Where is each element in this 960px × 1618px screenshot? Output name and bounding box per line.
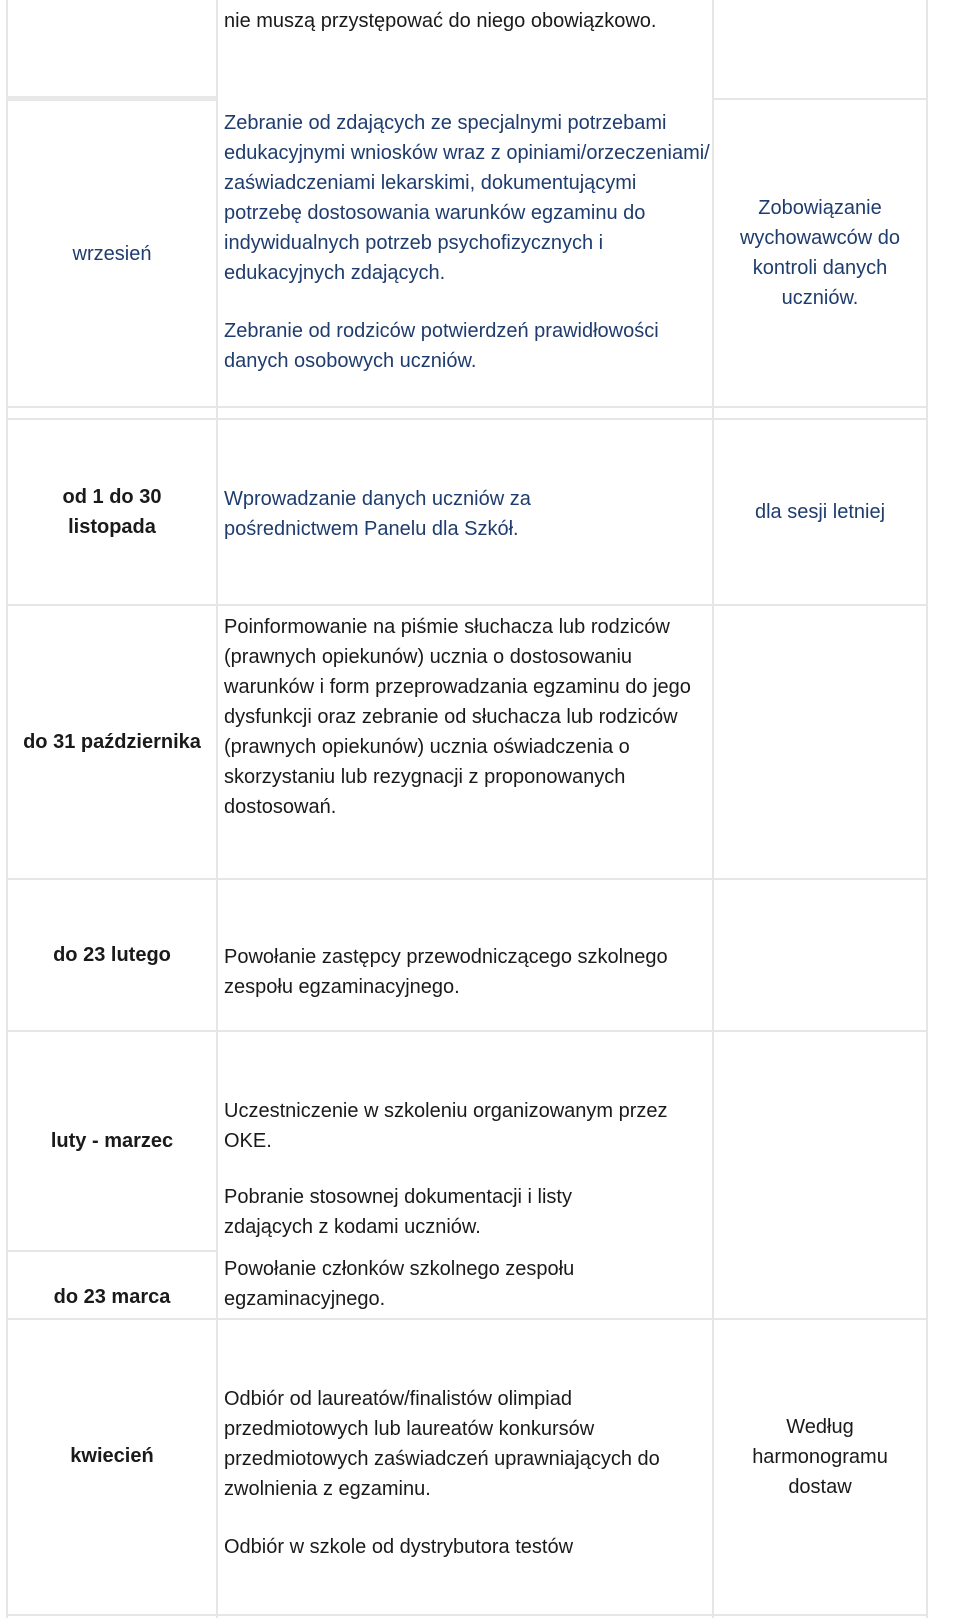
table-row-date <box>8 420 216 604</box>
description-text: Poinformowanie na piśmie słuchacza lub rodziców (prawnych opiekunów) ucznia o dostosowaniu warunków i form przeprowadzania egzaminu do jego dysfunkcji oraz zebranie od słuchacza lub rodziców (prawnych opiekunów) ucznia oświadczenia o skorzystaniu lub rezygnacji z proponowanych dostosowań. <box>224 616 691 818</box>
description-text: Pobranie stosownej dokumentacji i listy zdających z kodami uczniów. <box>224 1186 572 1238</box>
table-row-note <box>714 1320 926 1594</box>
table-row-description <box>216 1096 712 1242</box>
table-row-note <box>714 420 926 604</box>
table-row-note <box>714 100 926 406</box>
note-text: Zobowiązanie wychowawców do kontroli danych uczniów. <box>739 197 901 309</box>
row-divider <box>6 406 928 408</box>
table-row-description <box>216 484 616 544</box>
table-row-description <box>216 942 712 1002</box>
table-row-description <box>216 1384 712 1562</box>
date-label: do 23 lutego <box>53 944 171 966</box>
description-text: Wprowadzanie danych uczniów za pośrednictwem Panelu dla Szkół. <box>224 488 531 540</box>
description-text: Powołanie członków szkolnego zespołu egzaminacyjnego. <box>224 1258 575 1310</box>
table-row-date <box>8 880 216 1030</box>
note-text: Według harmonogramu dostaw <box>752 1416 888 1498</box>
table-row-date <box>8 1320 216 1592</box>
date-label: wrzesień <box>72 242 152 265</box>
description-text: nie muszą przystępować do niego obowiązkowo. <box>224 10 657 32</box>
table-row-date <box>8 1252 216 1318</box>
date-label: do 31 października <box>23 731 201 753</box>
table-row-date <box>8 606 216 878</box>
description-text: Powołanie zastępcy przewodniczącego szkolnego zespołu egzaminacyjnego. <box>224 946 668 998</box>
description-text: Zebranie od rodziców potwierdzeń prawidłowości danych osobowych uczniów. <box>224 320 659 372</box>
description-text: Odbiór od laureatów/finalistów olimpiad przedmiotowych lub laureatów konkursów przedmiotowych zaświadczeń uprawniających do zwolnienia z egzaminu. <box>224 1388 660 1500</box>
date-label: kwiecień <box>70 1445 154 1467</box>
table-row-description <box>216 612 708 822</box>
table-row-description <box>216 108 712 376</box>
date-label: luty - marzec <box>50 1130 174 1152</box>
description-text: Odbiór w szkole od dystrybutora testów <box>224 1536 574 1558</box>
description-text: Uczestniczenie w szkoleniu organizowanym przez OKE. <box>224 1100 668 1152</box>
date-label: od 1 do 30 listopada <box>62 486 162 538</box>
table-border-right <box>926 0 928 1618</box>
date-label: do 23 marca <box>53 1286 171 1308</box>
table-row-description <box>216 1254 712 1314</box>
table-row-date <box>8 101 216 406</box>
table-row-description <box>216 6 712 36</box>
description-text: Zebranie od zdających ze specjalnymi potrzebami edukacyjnymi wniosków wraz z opiniami/orzeczeniami/ zaświadczeniami lekarskimi, dokumentującymi potrzebę dostosowania warunków egzaminu do indywidualnych potrzeb psychofizycznych i edukacyjnych zdających. <box>224 112 710 284</box>
note-text: dla sesji letniej <box>754 501 886 523</box>
table-row-date <box>8 1032 216 1250</box>
row-divider <box>6 1614 928 1616</box>
